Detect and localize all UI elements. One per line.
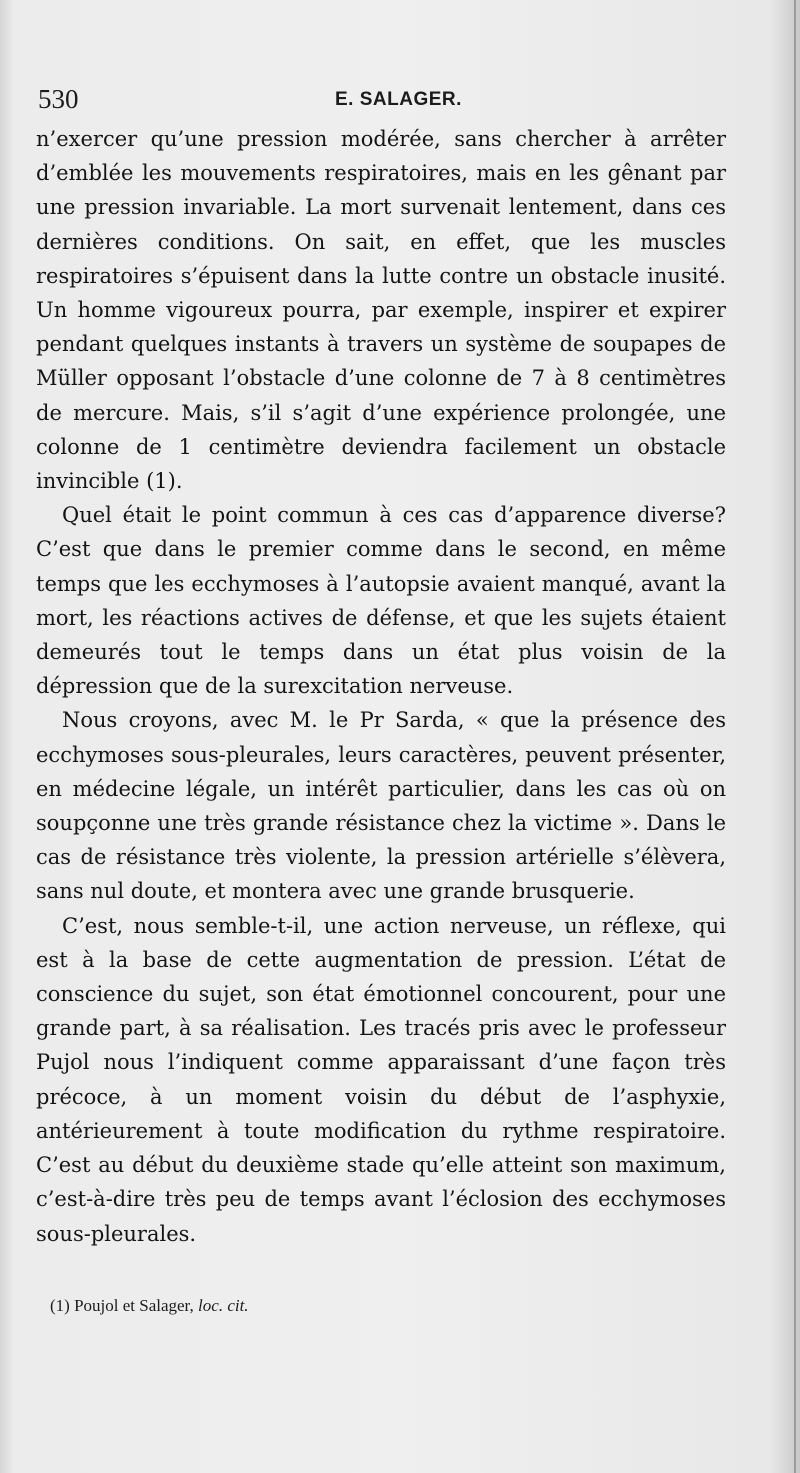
body-text bbox=[36, 122, 726, 1251]
paragraph-4: C’est, nous semble-t-il, une action nerveuse, un réflexe, qui est à la base de cette augmentation de pression. L’état de conscience du sujet, son état émotionnel concourent, pour une grande part, à sa réalisation. Les tracés pris avec le professeur Pujol nous l’indiquent comme apparaissant d’une façon très précoce, à un moment voisin du début de l’asphyxie, antérieurement à toute modification du rythme respiratoire. C’est au début du deuxième stade qu’elle atteint son maximum, c’est-à-dire très peu de temps avant l’éclosion des ecchymoses sous-pleurales. bbox=[36, 913, 726, 1246]
paragraph-3: Nous croyons, avec M. le Pr Sarda, « que la présence des ecchymoses sous-pleurales, leurs caractères, peuvent présenter, en médecine légale, un intérêt particulier, dans les cas où on soupçonne une très grande résistance chez la victime ». Dans le cas de résistance très violente, la pression artérielle s’élèvera, sans nul doute, et montera avec une grande brusquerie. bbox=[36, 708, 726, 904]
footnote-citation: loc. cit. bbox=[198, 1296, 249, 1315]
page-edge bbox=[794, 0, 796, 1473]
footnote-text: (1) Poujol et Salager, bbox=[50, 1296, 199, 1315]
running-head: E. SALAGER. bbox=[335, 89, 462, 110]
paragraph-2: Quel était le point commun à ces cas d’apparence diverse? C’est que dans le premier comme dans le second, en même temps que les ecchymoses à l’autopsie avaient manqué, avant la mort, les réactions actives de défense, et que les sujets étaient demeurés tout le temps dans un état plus voisin de la dépression que de la surexcitation nerveuse. bbox=[36, 503, 726, 699]
page-number: 530 bbox=[38, 84, 79, 114]
footnote bbox=[50, 1296, 700, 1316]
paragraph-1: n’exercer qu’une pression modérée, sans chercher à arrêter d’emblée les mouvements respiratoires, mais en les gênant par une pression invariable. La mort survenait lentement, dans ces dernières conditions. On sait, en effet, que les muscles respiratoires s’épuisent dans la lutte contre un obstacle inusité. Un homme vigoureux pourra, par exemple, inspirer et expirer pendant quelques instants à travers un système de soupapes de Müller opposant l’obstacle d’une colonne de 7 à 8 centimètres de mercure. Mais, s’il s’agit d’une expérience prolongée, une colonne de 1 centimètre deviendra facilement un obstacle invincible (1). bbox=[36, 127, 726, 494]
page-header bbox=[38, 84, 726, 118]
